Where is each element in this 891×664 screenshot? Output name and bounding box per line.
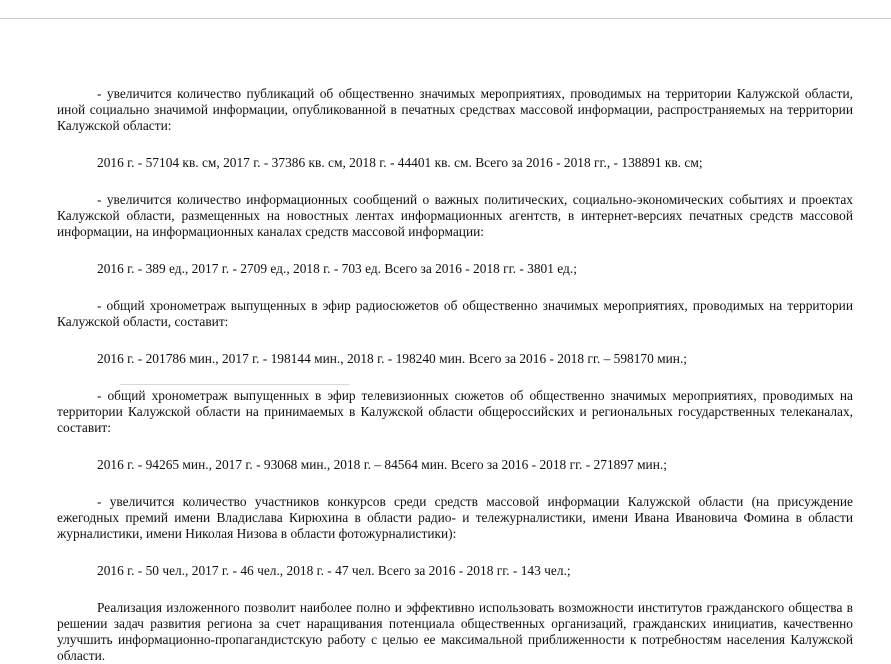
document-page [57,86,853,664]
paragraph-news-messages: - увеличится количество информационных сообщений о важных политических, социально-экономических событиях и проектах Калужской области, размещенных на новостных лентах информационных агентств, в интернет-версиях печатных средств массовой информации, на информационных каналах средств массовой информации: [57,192,853,239]
paragraph-conclusion: Реализация изложенного позволит наиболее полно и эффективно использовать возможности институтов гражданского общества в решении задач развития региона за счет наращивания потенциала общественных организаций, гражданских инициатив, качественно улучшить информационно-пропагандистскую работу с целью ее максимальной приближенности к потребностям населения Калужской области. [57,600,853,663]
figures-tv-timing: 2016 г. - 94265 мин., 2017 г. - 93068 мин., 2018 г. – 84564 мин. Всего за 2016 - 2018 гг. - 271897 мин.; [97,457,667,472]
figures-publications: 2016 г. - 57104 кв. см, 2017 г. - 37386 кв. см, 2018 г. - 44401 кв. см. Всего за 2016 - 2018 гг., - 138891 кв. см; [97,155,703,170]
scan-artifact-line [120,384,350,385]
paragraph-tv-timing: - общий хронометраж выпущенных в эфир телевизионных сюжетов об общественно значимых мероприятиях, проводимых на территории Калужской области на принимаемых в Калужской области общероссийских и региональных государственных телеканалах, составит: [57,388,853,435]
figures-news-messages: 2016 г. - 389 ед., 2017 г. - 2709 ед., 2018 г. - 703 ед. Всего за 2016 - 2018 гг. - 3801 ед.; [97,261,577,276]
scan-edge-line [0,18,891,19]
figures-contest-participants: 2016 г. - 50 чел., 2017 г. - 46 чел., 2018 г. - 47 чел. Всего за 2016 - 2018 гг. - 143 чел.; [97,563,571,578]
paragraph-publications: - увеличится количество публикаций об общественно значимых мероприятиях, проводимых на территории Калужской области, иной социально значимой информации, опубликованной в печатных средствах массовой информации, распространяемых на территории Калужской области: [57,86,853,133]
paragraph-radio-timing: - общий хронометраж выпущенных в эфир радиосюжетов об общественно значимых мероприятиях, проводимых на территории Калужской области, составит: [57,298,853,329]
figures-radio-timing: 2016 г. - 201786 мин., 2017 г. - 198144 мин., 2018 г. - 198240 мин. Всего за 2016 - 2018 гг. – 598170 мин.; [97,351,688,366]
paragraph-contest-participants: - увеличится количество участников конкурсов среди средств массовой информации Калужской области (на присуждение ежегодных премий имени Владислава Кирюхина в области радио- и тележурналистики, имени Ивана Ивановича Фомина в области журналистики, имени Николая Низова в области фотожурналистики): [57,494,853,541]
